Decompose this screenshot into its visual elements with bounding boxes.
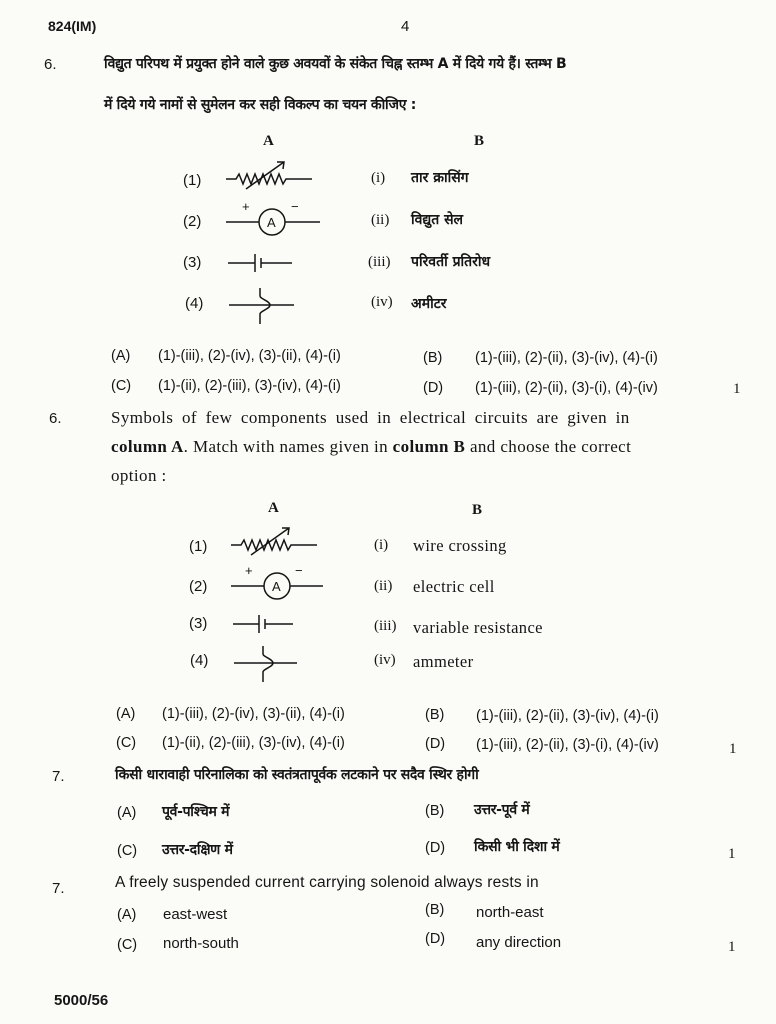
row-number: (3): [183, 254, 202, 271]
roman-numeral: (iv): [371, 294, 393, 310]
row-number: (4): [185, 295, 204, 312]
option-c-label[interactable]: (C): [116, 735, 137, 751]
option-a-text[interactable]: (1)-(iii), (2)-(iv), (3)-(ii), (4)-(i): [162, 706, 345, 722]
ammeter-label: A: [272, 579, 281, 594]
column-b-heading: B: [474, 133, 485, 149]
marks: 1: [729, 741, 737, 757]
paper-code: 824(IM): [48, 18, 97, 34]
option-b-text[interactable]: (1)-(iii), (2)-(ii), (3)-(iv), (4)-(i): [475, 350, 658, 366]
option-a-label[interactable]: (A): [117, 805, 137, 821]
page-number: 4: [401, 18, 410, 35]
wire-crossing-symbol: [226, 286, 298, 326]
option-a-label[interactable]: (A): [117, 907, 137, 923]
column-a-heading: A: [268, 500, 279, 516]
question-number: 6.: [49, 410, 62, 427]
question-number: 7.: [52, 880, 65, 897]
option-d-text[interactable]: any direction: [476, 934, 562, 951]
text-span: . Match with names given in: [183, 437, 393, 456]
minus-sign: −: [295, 563, 303, 578]
column-b-name: wire crossing: [413, 536, 507, 555]
option-d-label[interactable]: (D): [425, 840, 446, 856]
option-d-label[interactable]: (D): [423, 380, 444, 396]
roman-numeral: (ii): [374, 578, 393, 594]
column-b-name: अमीटर: [411, 296, 447, 312]
option-a-text[interactable]: (1)-(iii), (2)-(iv), (3)-(ii), (4)-(i): [158, 348, 341, 364]
marks: 1: [728, 846, 736, 862]
option-b-label[interactable]: (B): [425, 803, 445, 819]
ammeter-symbol: [231, 564, 327, 598]
option-b-text[interactable]: north-east: [476, 904, 544, 921]
option-a-label[interactable]: (A): [111, 348, 131, 364]
roman-numeral: (i): [374, 537, 389, 553]
bold-term: column B: [392, 437, 466, 456]
column-b-name: तार क्रासिंग: [411, 170, 469, 186]
column-b-name: variable resistance: [413, 618, 543, 637]
variable-resistor-symbol: [231, 526, 321, 562]
option-a-text[interactable]: east-west: [163, 906, 228, 923]
option-b-text[interactable]: उत्तर-पूर्व में: [474, 802, 530, 818]
option-d-text[interactable]: (1)-(iii), (2)-(ii), (3)-(i), (4)-(iv): [475, 380, 658, 396]
option-a-text[interactable]: पूर्व-पश्चिम में: [162, 804, 230, 820]
column-b-name: विद्युत सेल: [411, 212, 464, 228]
minus-sign: −: [291, 199, 299, 214]
question-text-line-2: में दिये गये नामों से सुमेलन कर सही विकल्प का चयन कीजिए :: [104, 97, 417, 113]
ammeter-symbol: [226, 200, 322, 234]
column-a-heading: A: [263, 133, 274, 149]
question-text-line-2: [111, 437, 631, 457]
option-c-text[interactable]: north-south: [163, 935, 239, 952]
option-c-label[interactable]: (C): [117, 937, 138, 953]
roman-numeral: (ii): [371, 212, 390, 228]
option-a-label[interactable]: (A): [116, 706, 136, 722]
option-c-text[interactable]: उत्तर-दक्षिण में: [162, 842, 233, 858]
option-c-text[interactable]: (1)-(ii), (2)-(iii), (3)-(iv), (4)-(i): [158, 378, 341, 394]
roman-numeral: (iii): [368, 254, 391, 270]
plus-sign: +: [245, 563, 253, 578]
column-b-name: परिवर्ती प्रतिरोध: [411, 254, 491, 270]
variable-resistor-symbol: [226, 160, 316, 196]
roman-numeral: (iv): [374, 652, 396, 668]
option-c-text[interactable]: (1)-(ii), (2)-(iii), (3)-(iv), (4)-(i): [162, 735, 345, 751]
option-d-label[interactable]: (D): [425, 931, 446, 947]
plus-sign: +: [242, 199, 250, 214]
row-number: (2): [183, 213, 202, 230]
bold-term: column A: [111, 437, 184, 456]
question-text: किसी धारावाही परिनालिका को स्वतंत्रतापूर्वक लटकाने पर सदैव स्थिर होगी: [115, 767, 479, 783]
option-c-label[interactable]: (C): [111, 378, 132, 394]
question-number: 7.: [52, 768, 65, 785]
question-number: 6.: [44, 56, 57, 73]
ammeter-label: A: [267, 215, 276, 230]
option-b-label[interactable]: (B): [425, 902, 445, 918]
row-number: (1): [189, 538, 208, 555]
wire-crossing-symbol: [231, 644, 303, 684]
option-b-label[interactable]: (B): [423, 350, 443, 366]
column-b-name: ammeter: [413, 652, 474, 671]
option-c-label[interactable]: (C): [117, 843, 138, 859]
option-b-text[interactable]: (1)-(iii), (2)-(ii), (3)-(iv), (4)-(i): [476, 708, 659, 724]
footer-code: 5000/56: [54, 992, 109, 1009]
text-span: and choose the correct: [465, 437, 632, 456]
row-number: (3): [189, 615, 208, 632]
question-text-line-3: option :: [111, 466, 167, 485]
column-b-heading: B: [472, 502, 483, 518]
question-text-line-1: Symbols of few components used in electrical circuits are given in: [111, 408, 630, 427]
question-text-line-1: विद्युत परिपथ में प्रयुक्त होने वाले कुछ अवयवों के संकेत चिह्न स्तम्भ A में दिये गये हैं। स्तम्भ B: [104, 56, 567, 72]
marks: 1: [728, 939, 736, 955]
option-b-label[interactable]: (B): [425, 707, 445, 723]
cell-symbol: [226, 252, 296, 274]
marks: 1: [733, 381, 741, 397]
option-d-text[interactable]: किसी भी दिशा में: [474, 839, 560, 855]
option-d-label[interactable]: (D): [425, 736, 446, 752]
cell-symbol: [231, 613, 301, 635]
question-text: A freely suspended current carrying solenoid always rests in: [115, 874, 539, 891]
option-d-text[interactable]: (1)-(iii), (2)-(ii), (3)-(i), (4)-(iv): [476, 737, 659, 753]
row-number: (2): [189, 578, 208, 595]
roman-numeral: (i): [371, 170, 386, 186]
roman-numeral: (iii): [374, 618, 397, 634]
row-number: (4): [190, 652, 209, 669]
column-b-name: electric cell: [413, 577, 495, 596]
row-number: (1): [183, 172, 202, 189]
